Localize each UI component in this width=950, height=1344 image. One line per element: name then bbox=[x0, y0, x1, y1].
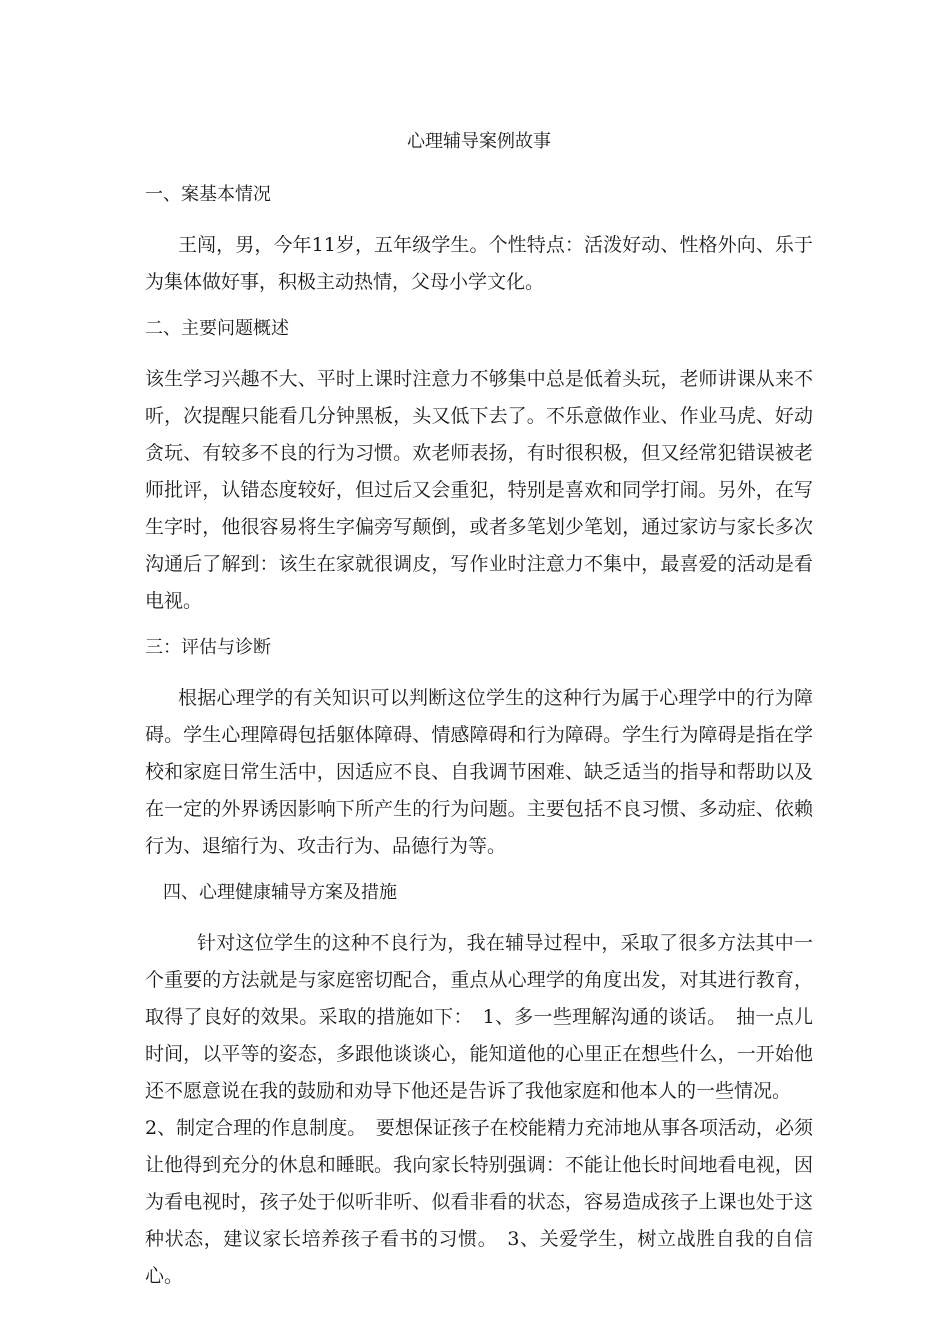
section-body-4: 针对这位学生的这种不良行为，我在辅导过程中，采取了很多方法其中一个重要的方法就是与家庭密切配合，重点从心理学的角度出发，对其进行教育，取得了良好的效果。采取的措施如下： 1、多一些理解沟通的谈话。 抽一点儿时间，以平等的姿态，多跟他谈谈心，能知道他的心里正在想些什么，一开始他还不愿意说在我的鼓励和劝导下他还是告诉了我他家庭和他本人的一些情况。 bbox=[145, 932, 813, 1102]
section-heading-2: 二、主要问题概述 bbox=[145, 318, 289, 339]
section-heading-4: 四、心理健康辅导方案及措施 bbox=[163, 882, 397, 903]
section-heading-1: 一、案基本情况 bbox=[145, 184, 271, 205]
section-body-1: 王闯，男，今年11岁，五年级学生。个性特点：活泼好动、性格外向、乐于为集体做好事，积极主动热情，父母小学文化。 bbox=[145, 234, 813, 293]
document-page bbox=[145, 130, 813, 1295]
page-title: 心理辅导案例故事 bbox=[407, 131, 551, 152]
section-body-3: 根据心理学的有关知识可以判断这位学生的这种行为属于心理学中的行为障碍。学生心理障碍包括躯体障碍、情感障碍和行为障碍。学生行为障碍是指在学校和家庭日常生活中，因适应不良、自我调节困难、缺乏适当的指导和帮助以及在一定的外界诱因影响下所产生的行为问题。主要包括不良习惯、多动症、依赖行为、退缩行为、攻击行为、品德行为等。 bbox=[145, 687, 813, 857]
section-heading-3: 三：评估与诊断 bbox=[145, 637, 271, 658]
section-body-4-continued: 2、制定合理的作息制度。 要想保证孩子在校能精力充沛地从事各项活动，必须让他得到充分的休息和睡眠。我向家长特别强调：不能让他长时间地看电视，因为看电视时，孩子处于似听非听、似看非看的状态，容易造成孩子上课也处于这种状态，建议家长培养孩子看书的习惯。 3、关爱学生，树立战胜自我的自信心。 bbox=[145, 1117, 813, 1287]
section-body-2: 该生学习兴趣不大、平时上课时注意力不够集中总是低着头玩，老师讲课从来不听，次提醒只能看几分钟黑板，头又低下去了。不乐意做作业、作业马虎、好动贪玩、有较多不良的行为习惯。欢老师表扬，有时很积极，但又经常犯错误被老师批评，认错态度较好，但过后又会重犯，特别是喜欢和同学打闹。另外，在写生字时，他很容易将生字偏旁写颠倒，或者多笔划少笔划，通过家访与家长多次沟通后了解到：该生在家就很调皮，写作业时注意力不集中，最喜爱的活动是看电视。 bbox=[145, 368, 813, 612]
